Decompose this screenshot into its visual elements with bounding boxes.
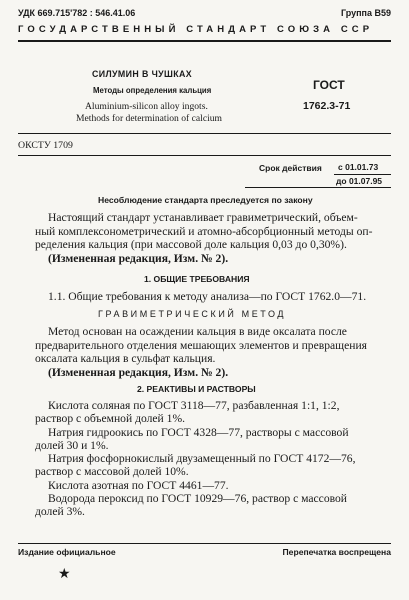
reagent-3-line-1: Натрия фосфорнокислый двузамещенный по ГОСТ 4172—76, — [48, 452, 356, 466]
validity-label: Срок действия — [259, 163, 322, 173]
gost-label: ГОСТ — [313, 78, 345, 92]
title-block-rule — [18, 133, 391, 134]
reagent-3-line-2: раствор с массовой долей 10%. — [35, 465, 189, 479]
validity-rule — [334, 174, 391, 175]
official-edition-label: Издание официальное — [18, 547, 116, 557]
reagent-5-line-1: Водорода пероксид по ГОСТ 10929—76, раствор с массовой — [48, 492, 348, 506]
validity-underline — [245, 187, 391, 188]
validity-to: до 01.07.95 — [336, 176, 383, 186]
header-rule — [18, 40, 391, 42]
reagent-2-line-1: Натрия гидроокись по ГОСТ 4328—77, растворы с массовой — [48, 425, 349, 439]
state-standard-banner: ГОСУДАРСТВЕННЫЙ СТАНДАРТ СОЮЗА ССР — [18, 24, 374, 35]
intro-line-1: Настоящий стандарт устанавливает гравиметрический, объем- — [48, 211, 358, 224]
reagent-1-line-1: Кислота соляная по ГОСТ 3118—77, разбавленная 1:1, 1:2, — [48, 399, 340, 412]
section-2-heading: 2. РЕАКТИВЫ И РАСТВОРЫ — [137, 384, 256, 394]
gravimetric-line-3: оксалата кальция в сульфат кальция. — [35, 352, 216, 366]
reagent-5-line-2: долей 3%. — [35, 505, 85, 519]
intro-line-3: ределения кальция (при массовой доле кальция 0,03 до 0,30%). — [35, 238, 347, 252]
gravimetric-line-1: Метод основан на осаждении кальция в виде оксалата после — [48, 325, 347, 338]
intro-line-2: ный комплексонометрический и атомно-абсорбционный методы оп- — [35, 224, 373, 238]
gravimetric-line-2: предварительного отделения мешающих элементов и превращения — [35, 338, 367, 352]
udk-code: УДК 669.715'782 : 546.41.06 — [18, 8, 136, 18]
english-title-line1: Aluminium-silicon alloy ingots. — [85, 101, 208, 112]
footer-rule — [18, 543, 391, 544]
okstu-rule — [18, 155, 391, 156]
section-1-heading: 1. ОБЩИЕ ТРЕБОВАНИЯ — [144, 274, 250, 284]
reagent-1-line-2: раствор с объемной долей 1%. — [35, 412, 186, 426]
star-mark: ★ — [58, 567, 71, 582]
gravimetric-edit-note: (Измененная редакция, Изм. № 2). — [48, 365, 229, 379]
reagent-2-line-2: долей 30 и 1%. — [35, 438, 109, 452]
intro-paragraph — [35, 211, 383, 265]
gravimetric-heading: ГРАВИМЕТРИЧЕСКИЙ МЕТОД — [98, 309, 287, 319]
intro-edit-note: (Измененная редакция, Изм. № 2). — [48, 251, 229, 265]
reagents-list — [35, 399, 383, 519]
okstu-code: ОКСТУ 1709 — [18, 140, 73, 151]
section-1-1-text: 1.1. Общие требования к методу анализа—по ГОСТ 1762.0—71. — [48, 290, 367, 303]
gost-number: 1762.3-71 — [303, 100, 351, 112]
reprint-prohibited-label: Перепечатка воспрещена — [282, 547, 391, 557]
document-subtitle: Методы определения кальция — [93, 86, 212, 95]
gravimetric-paragraph — [35, 325, 383, 379]
group-code: Группа В59 — [340, 8, 391, 18]
validity-from: с 01.01.73 — [338, 162, 379, 172]
reagent-4-line-1: Кислота азотная по ГОСТ 4461—77. — [48, 478, 229, 492]
document-title: СИЛУМИН В ЧУШКАХ — [92, 69, 193, 79]
legal-notice: Несоблюдение стандарта преследуется по закону — [98, 195, 313, 205]
english-title-line2: Methods for determination of calcium — [76, 113, 222, 124]
